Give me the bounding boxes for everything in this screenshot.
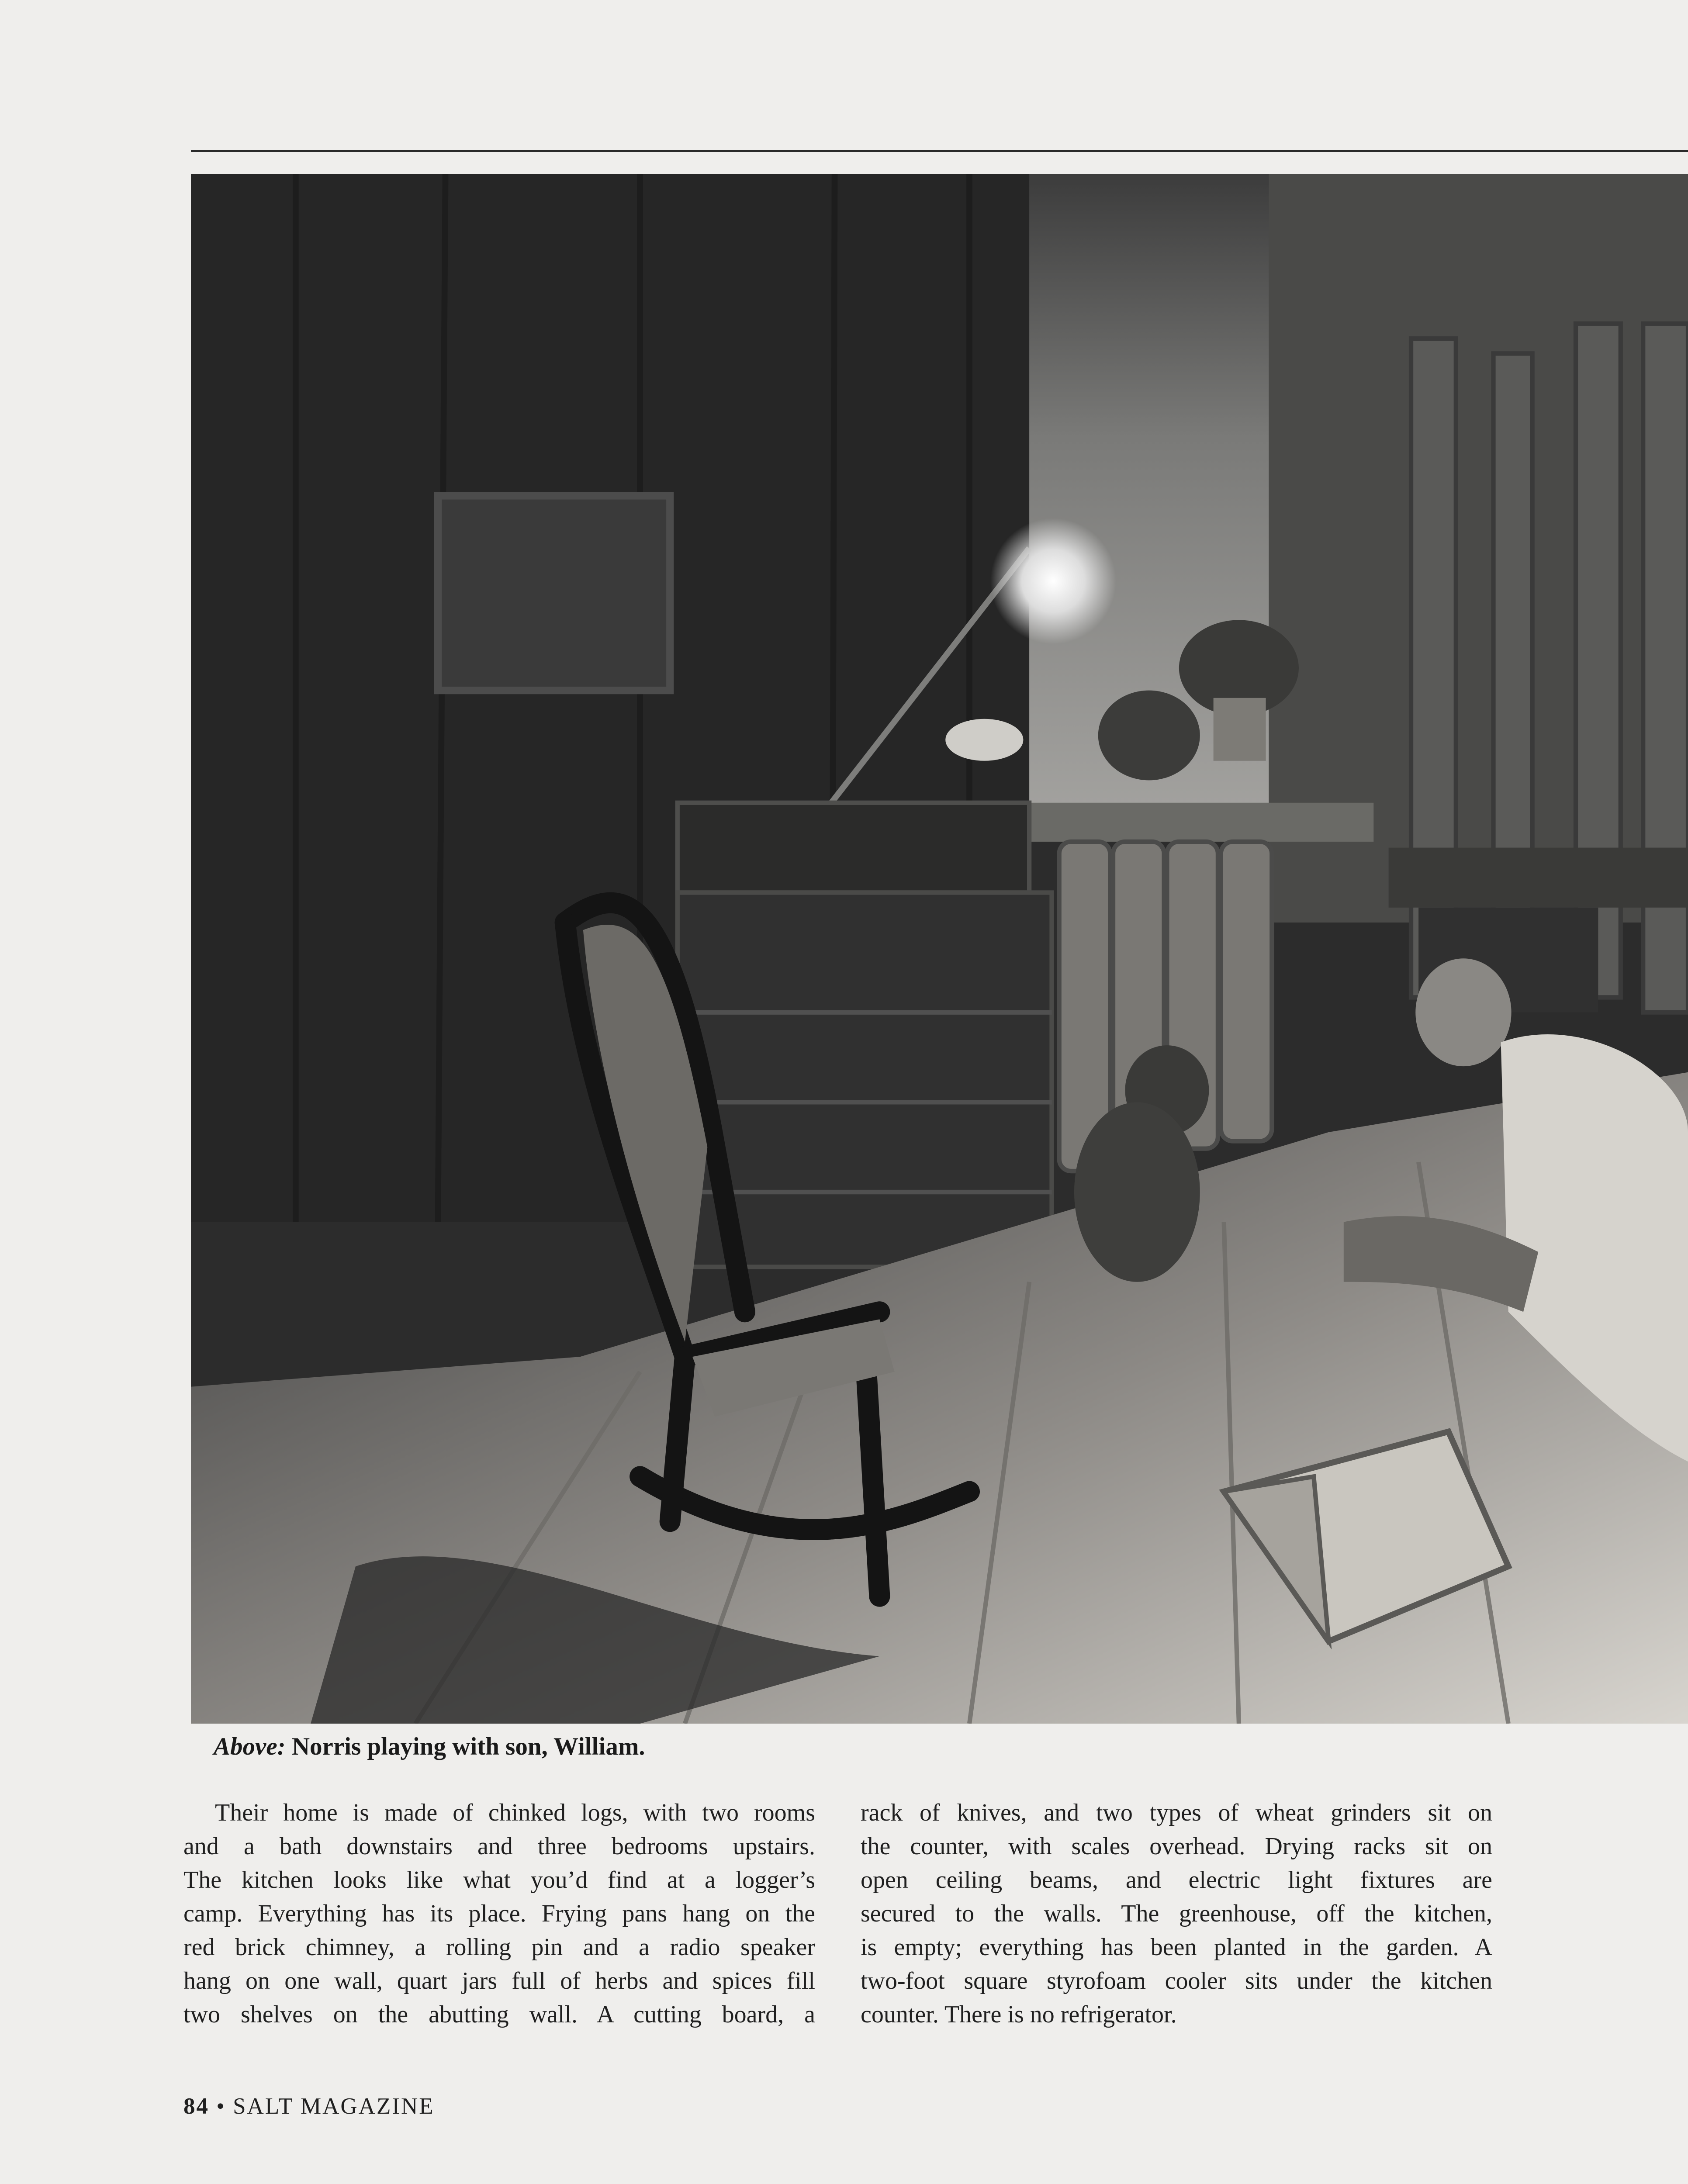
- article-line: the counter, with scales overhead. Drying racks sit on: [861, 1833, 1492, 1860]
- article-line: is empty; everything has been planted in the garden. A: [861, 1934, 1492, 1961]
- article-line: open ceiling beams, and electric light fixtures are: [861, 1866, 1492, 1894]
- caption-text: Norris playing with son, William.: [285, 1733, 645, 1760]
- article-line: camp. Everything has its place. Frying pans hang on the: [183, 1900, 815, 1927]
- article-line: and a bath downstairs and three bedrooms upstairs.: [183, 1833, 815, 1860]
- article-line: two-foot square styrofoam cooler sits under the kitchen: [861, 1967, 1492, 1994]
- page-footer: [183, 2093, 435, 2119]
- article-line: hang on one wall, quart jars full of herbs and spices fill: [183, 1967, 815, 1994]
- publication-name: SALT MAGAZINE: [233, 2094, 435, 2119]
- caption-lead: Above:: [214, 1733, 286, 1760]
- article-column-right: [861, 1796, 1492, 2032]
- article-line: rack of knives, and two types of wheat grinders sit on: [861, 1799, 1492, 1826]
- photo-norris-and-william: [191, 174, 1688, 1724]
- article-line: secured to the walls. The greenhouse, off the kitchen,: [861, 1900, 1492, 1927]
- article-column-left: [183, 1796, 815, 2032]
- article-line: two shelves on the abutting wall. A cutting board, a: [183, 2001, 815, 2028]
- top-rule: [191, 150, 1688, 152]
- photo-caption: [214, 1732, 645, 1761]
- article-line: Their home is made of chinked logs, with two rooms: [215, 1799, 815, 1826]
- article-line: counter. There is no refrigerator.: [861, 2001, 1177, 2028]
- article-line: The kitchen looks like what you’d find at a logger’s: [183, 1866, 815, 1894]
- article-line: red brick chimney, a rolling pin and a radio speaker: [183, 1934, 815, 1961]
- page-number: 84: [183, 2094, 209, 2119]
- footer-separator: •: [209, 2094, 233, 2119]
